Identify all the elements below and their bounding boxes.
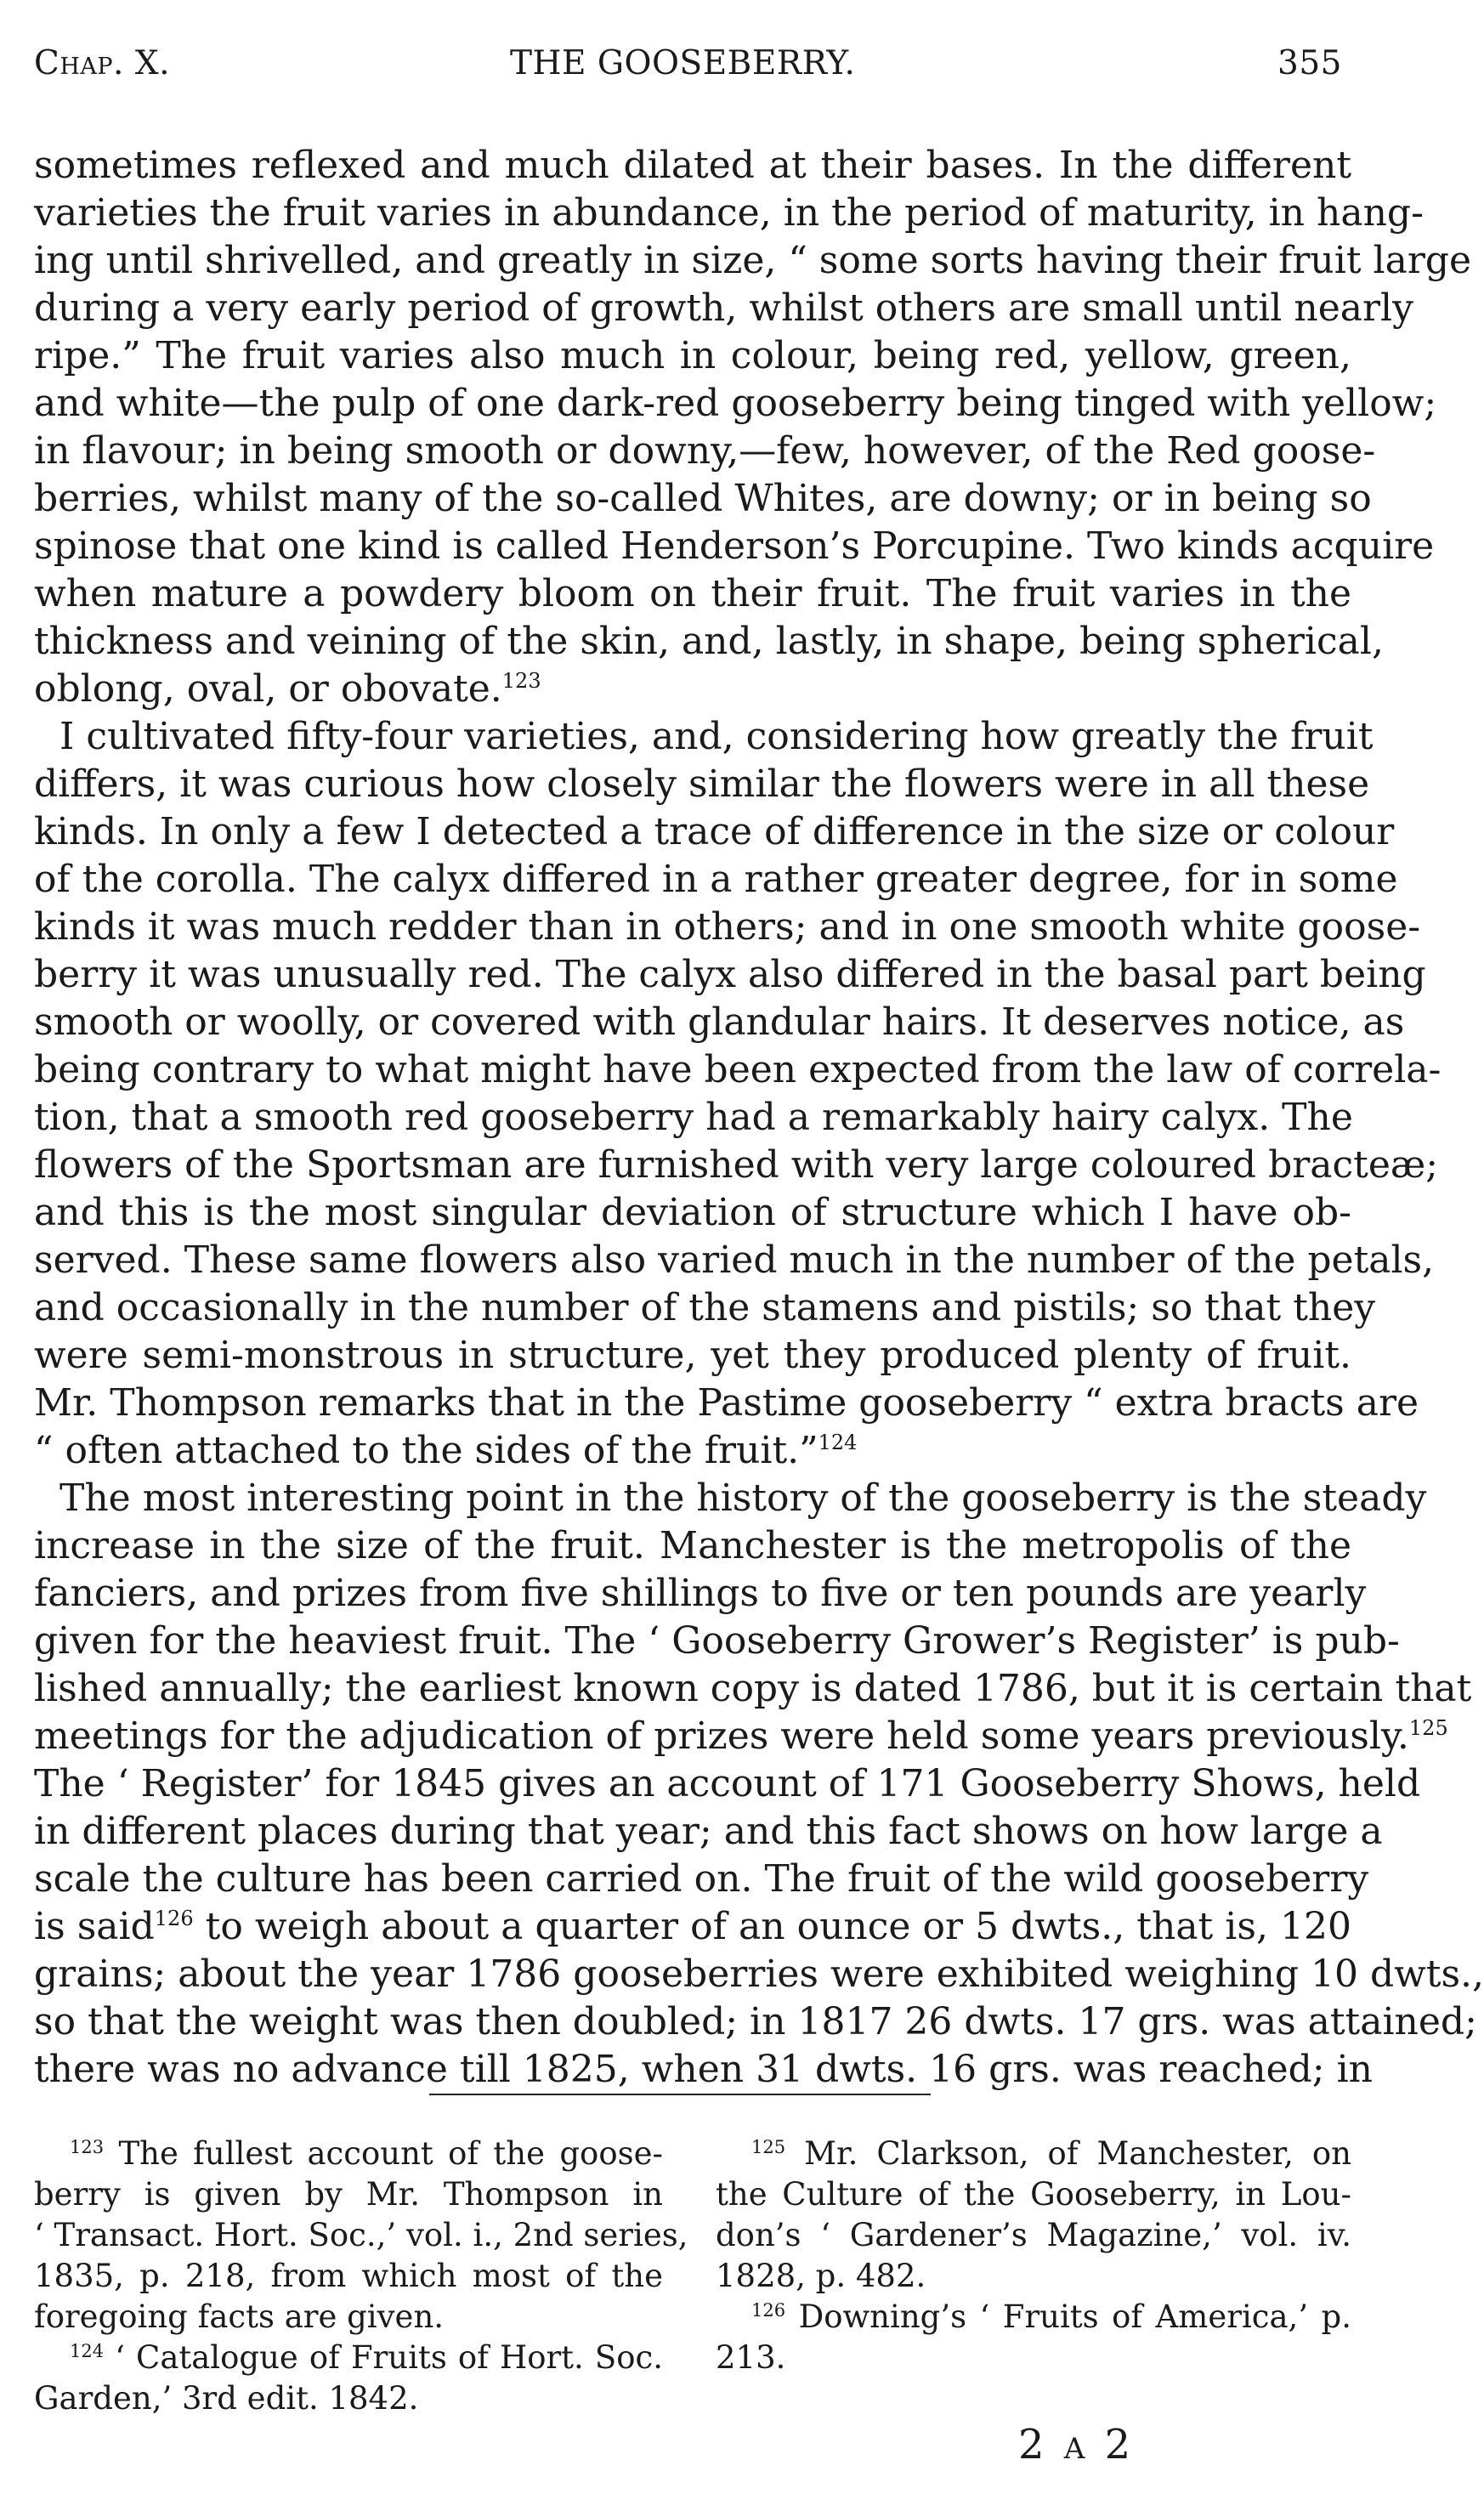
body-line-text: oblong, oval, or obovate. — [34, 667, 502, 711]
running-header — [34, 44, 1342, 95]
body-line — [34, 1427, 1351, 1475]
body-line: when mature a powdery bloom on their fruit. The fruit varies in the — [34, 572, 1351, 615]
body-line: smooth or woolly, or covered with glandular hairs. It deserves notice, as — [34, 1000, 1405, 1044]
signature-right: 2 — [1104, 2421, 1135, 2468]
footnote-line — [751, 2134, 1351, 2174]
body-line: tion, that a smooth red gooseberry had a remarkably hairy calyx. The — [34, 1096, 1353, 1139]
body-line: in different places during that year; and this fact shows on how large a — [34, 1810, 1383, 1853]
body-line: and white—the pulp of one dark-red gooseberry being tinged with yellow; — [34, 382, 1437, 425]
footnote-line: don’s ‘ Gardener’s Magazine,’ vol. iv. — [716, 2217, 1351, 2253]
footnote-line: 1828, p. 482. — [716, 2258, 926, 2294]
body-line: The most interesting point in the history of the gooseberry is the steady — [59, 1476, 1427, 1520]
body-line: fanciers, and prizes from five shillings to five or ten pounds are yearly — [34, 1572, 1367, 1615]
footnote-ref: 126 — [154, 1907, 194, 1930]
footnote-ref: 125 — [1408, 1716, 1448, 1740]
body-line-text: meetings for the adjudication of prizes were held some years previously. — [34, 1714, 1409, 1758]
signature-left: 2 — [1018, 2421, 1048, 2468]
body-line: differs, it was curious how closely similar the flowers were in all these — [34, 762, 1370, 806]
footnote-line — [751, 2297, 1351, 2338]
body-line: ing until shrivelled, and greatly in size, “ some sorts having their fruit large — [34, 239, 1472, 282]
printer-signature-mark — [1018, 2421, 1134, 2468]
body-line: spinose that one kind is called Henderson’s Porcupine. Two kinds acquire — [34, 524, 1435, 568]
footnote-line: berry is given by Mr. Thompson in — [34, 2176, 663, 2213]
body-line: increase in the size of the fruit. Manchester is the metropolis of the — [34, 1524, 1351, 1567]
footnote-number: 124 — [70, 2341, 105, 2361]
body-line: Mr. Thompson remarks that in the Pastime gooseberry “ extra bracts are — [34, 1381, 1419, 1425]
footnote-text: ‘ Catalogue of Fruits of Hort. Soc. — [115, 2339, 663, 2376]
body-line: kinds it was much redder than in others; and in one smooth white goose- — [34, 905, 1421, 949]
body-line: berry it was unusually red. The calyx also differed in the basal part being — [34, 953, 1426, 996]
footnote-line: the Culture of the Gooseberry, in Lou- — [716, 2176, 1351, 2213]
footnote-divider — [429, 2094, 931, 2095]
footnote-text: Mr. Clarkson, of Manchester, on — [804, 2135, 1351, 2172]
body-line: of the corolla. The calyx differed in a rather greater degree, for in some — [34, 858, 1398, 901]
footnote-line — [70, 2338, 663, 2378]
footnote-number: 125 — [751, 2137, 786, 2157]
body-line — [34, 1903, 1351, 1951]
body-line: varieties the fruit varies in abundance, in the period of maturity, in hang- — [34, 191, 1424, 235]
body-line-text: to weigh about a quarter of an ounce or 5 dwts., that is, 120 — [193, 1905, 1351, 1948]
body-line: and occasionally in the number of the stamens and pistils; so that they — [34, 1286, 1376, 1329]
body-line: there was no advance till 1825, when 31 dwts. 16 grs. was reached; in — [34, 2048, 1374, 2091]
body-line: scale the culture has been carried on. The fruit of the wild gooseberry — [34, 1857, 1369, 1901]
body-line: berries, whilst many of the so-called Whites, are downy; or in being so — [34, 477, 1372, 520]
footnote-number: 126 — [751, 2300, 786, 2321]
footnote-ref: 123 — [501, 669, 541, 693]
page-number: 355 — [1277, 44, 1342, 82]
chapter-label: Chap. X. — [34, 44, 171, 82]
body-line — [34, 1713, 1448, 1760]
body-line: kinds. In only a few I detected a trace of difference in the size or colour — [34, 810, 1395, 853]
footnote-line: 1835, p. 218, from which most of the — [34, 2258, 663, 2294]
footnote-line: 213. — [716, 2339, 786, 2376]
body-line: so that the weight was then doubled; in 1817 26 dwts. 17 grs. was attained; — [34, 2000, 1477, 2043]
footnote-text: The fullest account of the goose- — [118, 2135, 663, 2172]
body-line: thickness and veining of the skin, and, lastly, in shape, being spherical, — [34, 620, 1384, 663]
body-line: served. These same flowers also varied much in the number of the petals, — [34, 1238, 1435, 1282]
footnote-ref: 124 — [818, 1431, 858, 1454]
running-title: THE GOOSEBERRY. — [510, 44, 856, 82]
body-line: flowers of the Sportsman are furnished with very large coloured bracteæ; — [34, 1143, 1439, 1187]
footnote-line: ‘ Transact. Hort. Soc.,’ vol. i., 2nd series, — [34, 2217, 688, 2253]
body-line: given for the heaviest fruit. The ‘ Gooseberry Grower’s Register’ is pub- — [34, 1619, 1400, 1663]
signature-middle: A — [1063, 2432, 1089, 2466]
body-line — [34, 666, 1351, 713]
body-line: and this is the most singular deviation of structure which I have ob- — [34, 1191, 1351, 1234]
body-line: The ‘ Register’ for 1845 gives an account of 171 Gooseberry Shows, held — [34, 1762, 1421, 1805]
body-line: ripe.” The fruit varies also much in colour, being red, yellow, green, — [34, 334, 1351, 377]
body-line: were semi-monstrous in structure, yet they produced plenty of fruit. — [34, 1334, 1351, 1377]
footnote-line: foregoing facts are given. — [34, 2298, 445, 2335]
footnote-line — [70, 2134, 663, 2174]
body-line: sometimes reflexed and much dilated at their bases. In the different — [34, 144, 1351, 187]
body-line: grains; about the year 1786 gooseberries were exhibited weighing 10 dwts., — [34, 1952, 1484, 1996]
body-line: I cultivated fifty-four varieties, and, considering how greatly the fruit — [59, 715, 1374, 758]
body-line: being contrary to what might have been expected from the law of correla- — [34, 1048, 1442, 1091]
body-line: lished annually; the earliest known copy is dated 1786, but it is certain that — [34, 1667, 1472, 1710]
footnote-text: Downing’s ‘ Fruits of America,’ p. — [798, 2298, 1351, 2335]
body-line: in flavour; in being smooth or downy,—few, however, of the Red goose- — [34, 429, 1376, 473]
footnote-number: 123 — [70, 2137, 105, 2157]
footnote-line: Garden,’ 3rd edit. 1842. — [34, 2380, 419, 2417]
body-line: during a very early period of growth, whilst others are small until nearly — [34, 286, 1413, 330]
body-line-text: is said — [34, 1905, 155, 1948]
body-line-text: “ often attached to the sides of the fruit.” — [34, 1429, 818, 1472]
